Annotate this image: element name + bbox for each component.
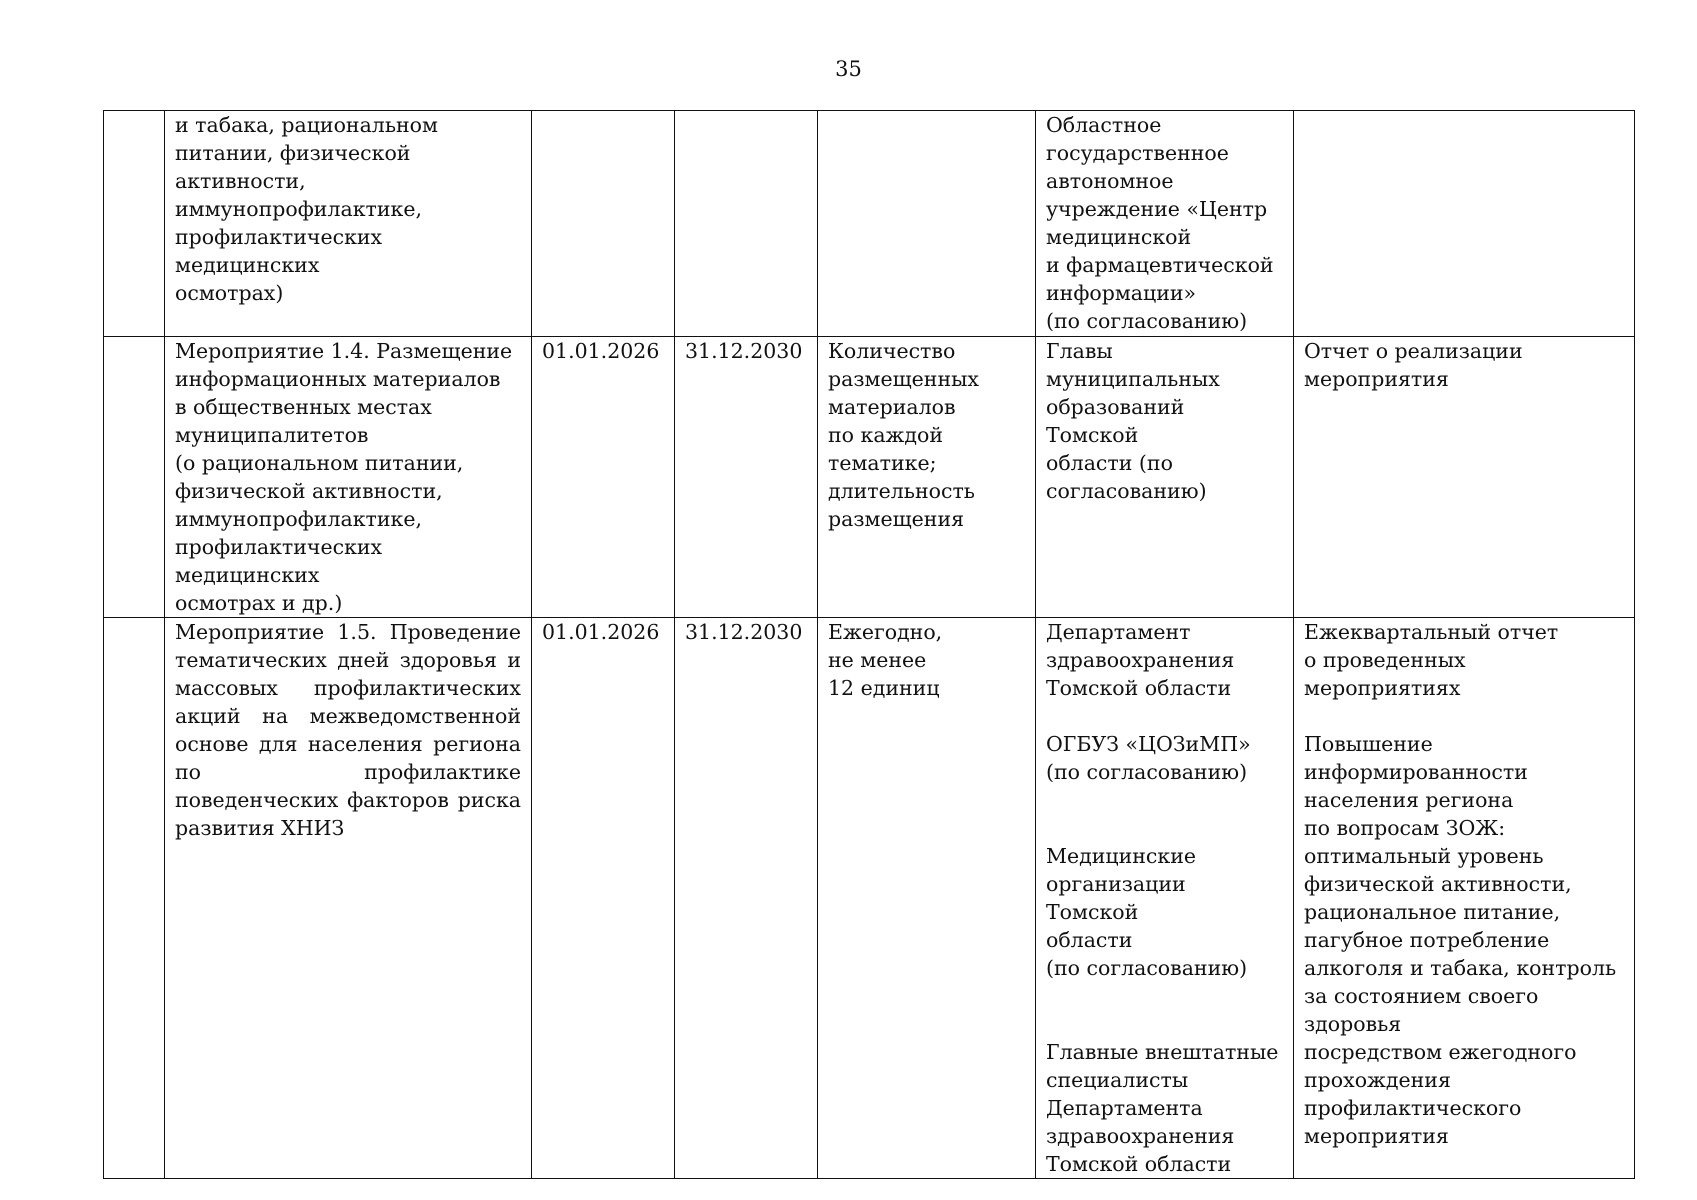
executor-cell: Департамент здравоохранения Томской области ОГБУЗ «ЦОЗиМП» (по согласованию) Медицинские организации Томской области (по согласованию) Главные внештатные специалисты Департамента здравоохранения Томской области [1036, 618, 1294, 1179]
row-number-cell [104, 337, 165, 618]
result-cell: Отчет о реализации мероприятия [1294, 337, 1635, 618]
indicator-cell: Ежегодно, не менее 12 единиц [818, 618, 1036, 1179]
indicator-cell [818, 111, 1036, 337]
executor-cell: Областное государственное автономное учреждение «Центр медицинской и фармацевтической информации» (по согласованию) [1036, 111, 1294, 337]
row-number-cell [104, 111, 165, 337]
table-row [104, 337, 1635, 618]
result-cell: Ежеквартальный отчет о проведенных мероприятиях Повышение информированности населения региона по вопросам ЗОЖ: оптимальный уровень физической активности, рациональное питание, пагубное потребление алкоголя и табака, контроль за состоянием своего здоровья посредством ежегодного прохождения профилактического мероприятия [1294, 618, 1635, 1179]
event-description-cell: и табака, рациональном питании, физической активности, иммунопрофилактике, профилактических медицинских осмотрах) [165, 111, 532, 337]
event-description-cell: Мероприятие 1.4. Размещение информационных материалов в общественных местах муниципалитетов (о рациональном питании, физической активности, иммунопрофилактике, профилактических медицинских осмотрах и др.) [165, 337, 532, 618]
event-description-cell: Мероприятие 1.5. Проведение тематических дней здоровья и массовых профилактических акций на межведомственной основе для населения региона по профилактике поведенческих факторов риска развития ХНИЗ [165, 618, 532, 1179]
end-date-cell: 31.12.2030 [675, 618, 818, 1179]
indicator-cell: Количество размещенных материалов по каждой тематике; длительность размещения [818, 337, 1036, 618]
result-cell [1294, 111, 1635, 337]
executor-cell: Главы муниципальных образований Томской области (по согласованию) [1036, 337, 1294, 618]
table-row [104, 111, 1635, 337]
measures-table [103, 110, 1635, 1179]
row-number-cell [104, 618, 165, 1179]
page-number: 35 [835, 57, 862, 81]
start-date-cell: 01.01.2026 [532, 618, 675, 1179]
end-date-cell: 31.12.2030 [675, 337, 818, 618]
start-date-cell [532, 111, 675, 337]
end-date-cell [675, 111, 818, 337]
table-row [104, 618, 1635, 1179]
start-date-cell: 01.01.2026 [532, 337, 675, 618]
